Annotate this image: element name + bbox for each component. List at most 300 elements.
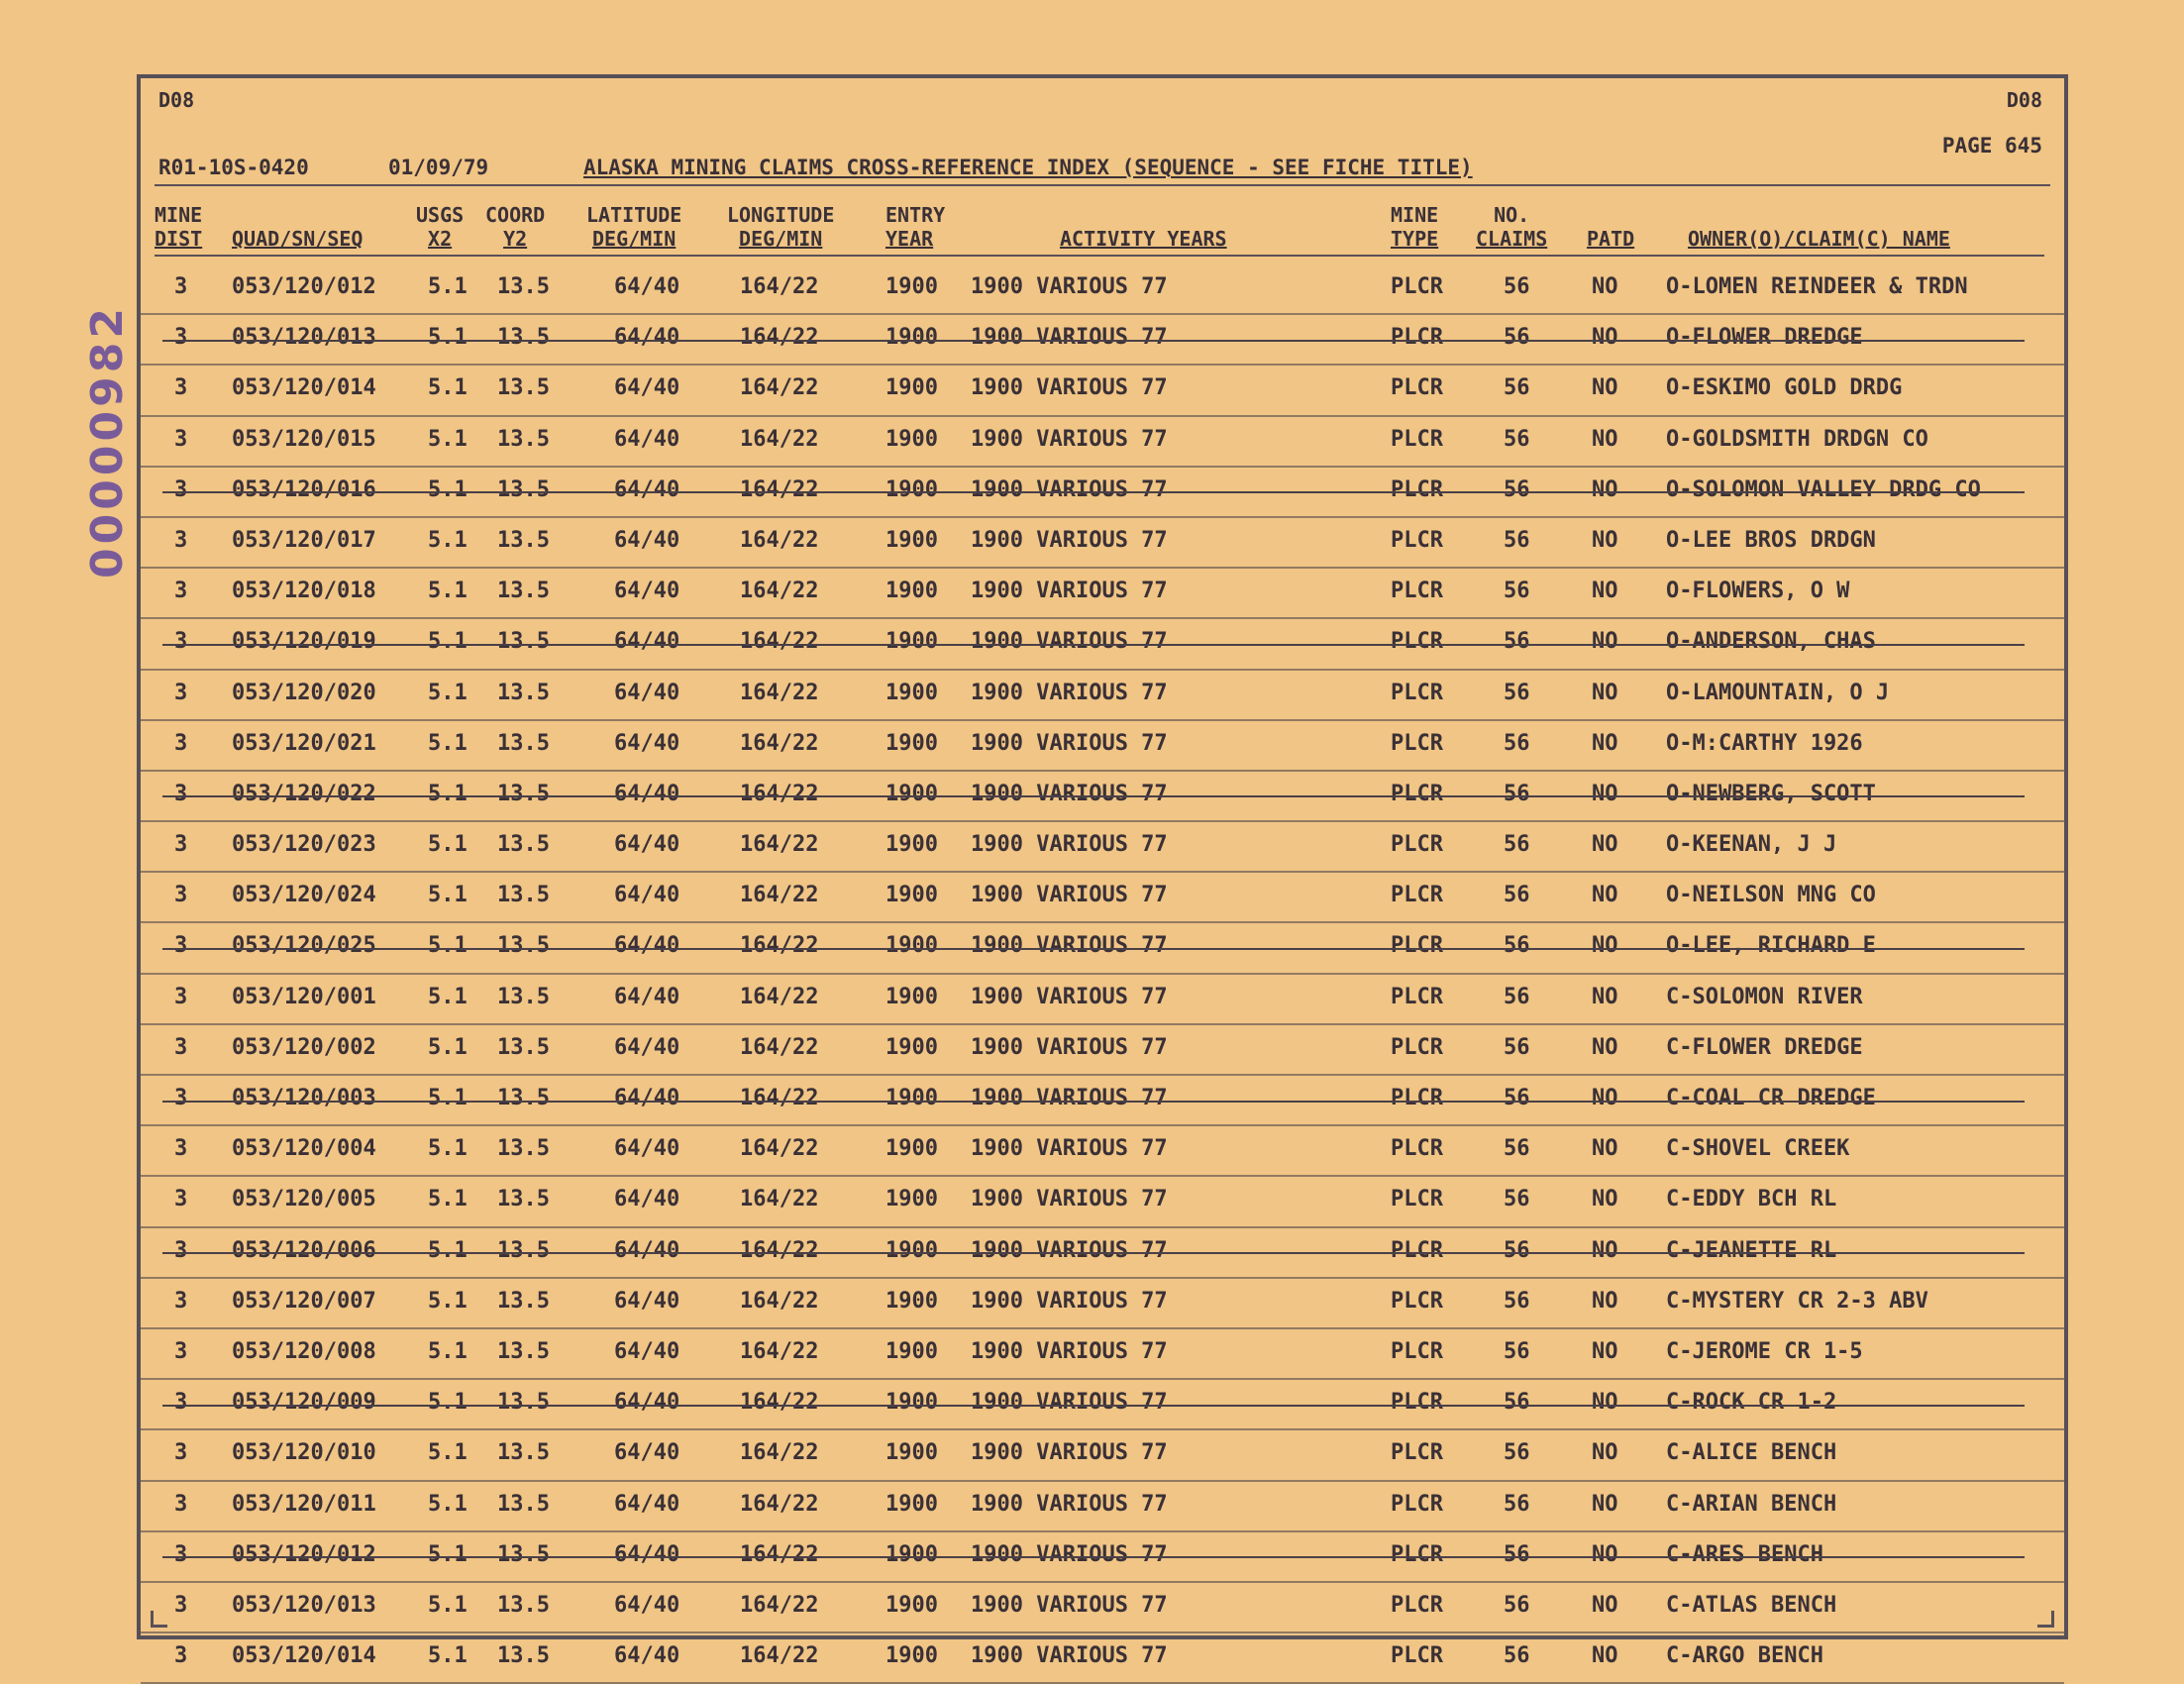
usgs-x2-cell: 5.1 [428,1643,468,1669]
activity-years-cell: 1900 VARIOUS 77 [971,781,1168,806]
activity-years-cell: 1900 VARIOUS 77 [971,1136,1168,1162]
claims-count-cell: 56 [1504,476,1530,502]
mine-type-cell: PLCR [1391,527,1443,553]
corner-mark-bottom-left [151,1611,167,1628]
owner-claim-name-cell: O-LEE BROS DRDGN [1666,527,1876,553]
patented-cell: NO [1592,375,1618,401]
claims-count-cell: 56 [1504,680,1530,705]
entry-year-cell: 1900 [885,1491,938,1517]
quad-sn-seq-cell: 053/120/005 [232,1187,376,1212]
table-row [141,721,2064,772]
mine-dist-cell: 3 [174,1288,188,1314]
longitude-cell: 164/22 [740,579,819,604]
table-row [141,1482,2064,1532]
owner-claim-name-cell: C-ARIAN BENCH [1666,1491,1837,1517]
entry-year-cell: 1900 [885,1541,938,1567]
usgs-x2-cell: 5.1 [428,579,468,604]
usgs-x2-cell: 5.1 [428,1237,468,1263]
table-row [141,873,2064,923]
table-row [141,417,2064,468]
longitude-cell: 164/22 [740,629,819,655]
entry-year-cell: 1900 [885,781,938,806]
latitude-cell: 64/40 [614,1592,680,1618]
mine-type-cell: PLCR [1391,933,1443,959]
activity-years-cell: 1900 VARIOUS 77 [971,579,1168,604]
quad-sn-seq-cell: 053/120/013 [232,1592,376,1618]
entry-year-cell: 1900 [885,984,938,1009]
mine-type-cell: PLCR [1391,325,1443,351]
activity-years-cell: 1900 VARIOUS 77 [971,883,1168,908]
owner-claim-name-cell: C-ALICE BENCH [1666,1440,1837,1466]
coord-y2-cell: 13.5 [497,375,550,401]
claims-count-cell: 56 [1504,1643,1530,1669]
patented-cell: NO [1592,476,1618,502]
col-header-patd: PATD [1587,227,1635,251]
latitude-cell: 64/40 [614,375,680,401]
mine-type-cell: PLCR [1391,375,1443,401]
claims-count-cell: 56 [1504,375,1530,401]
table-row [141,1025,2064,1076]
patented-cell: NO [1592,1034,1618,1060]
latitude-cell: 64/40 [614,426,680,452]
mine-dist-cell: 3 [174,933,188,959]
mine-dist-cell: 3 [174,1390,188,1416]
mine-dist-cell: 3 [174,984,188,1009]
col-header-x2: USGS X2 [416,203,465,251]
claims-count-cell: 56 [1504,1237,1530,1263]
mine-dist-cell: 3 [174,579,188,604]
latitude-cell: 64/40 [614,883,680,908]
activity-years-cell: 1900 VARIOUS 77 [971,1034,1168,1060]
mine-dist-cell: 3 [174,325,188,351]
col-header-claims: NO. CLAIMS [1476,203,1548,251]
entry-year-cell: 1900 [885,1086,938,1110]
mine-dist-cell: 3 [174,1592,188,1618]
patented-cell: NO [1592,1136,1618,1162]
patented-cell: NO [1592,883,1618,908]
longitude-cell: 164/22 [740,426,819,452]
claims-count-cell: 56 [1504,325,1530,351]
activity-years-cell: 1900 VARIOUS 77 [971,476,1168,502]
mine-type-cell: PLCR [1391,781,1443,806]
entry-year-cell: 1900 [885,1592,938,1618]
usgs-x2-cell: 5.1 [428,476,468,502]
table-row [141,822,2064,873]
claims-count-cell: 56 [1504,1541,1530,1567]
mine-dist-cell: 3 [174,832,188,858]
table-row [141,671,2064,721]
owner-claim-name-cell: C-FLOWER DREDGE [1666,1034,1863,1060]
owner-claim-name-cell: O-GOLDSMITH DRDGN CO [1666,426,1928,452]
mine-dist-cell: 3 [174,680,188,705]
latitude-cell: 64/40 [614,1187,680,1212]
mine-type-cell: PLCR [1391,832,1443,858]
coord-y2-cell: 13.5 [497,1086,550,1110]
owner-claim-name-cell: O-M:CARTHY 1926 [1666,730,1863,756]
quad-sn-seq-cell: 053/120/017 [232,527,376,553]
patented-cell: NO [1592,933,1618,959]
patented-cell: NO [1592,781,1618,806]
claims-count-cell: 56 [1504,1136,1530,1162]
patented-cell: NO [1592,579,1618,604]
longitude-cell: 164/22 [740,1592,819,1618]
coord-y2-cell: 13.5 [497,730,550,756]
usgs-x2-cell: 5.1 [428,1187,468,1212]
longitude-cell: 164/22 [740,1643,819,1669]
quad-sn-seq-cell: 053/120/024 [232,883,376,908]
entry-year-cell: 1900 [885,476,938,502]
col-header-dist: MINE DIST [155,203,203,251]
latitude-cell: 64/40 [614,1643,680,1669]
patented-cell: NO [1592,1237,1618,1263]
usgs-x2-cell: 5.1 [428,1136,468,1162]
latitude-cell: 64/40 [614,476,680,502]
mine-dist-cell: 3 [174,883,188,908]
mine-dist-cell: 3 [174,1541,188,1567]
quad-sn-seq-cell: 053/120/011 [232,1491,376,1517]
owner-claim-name-cell: O-ANDERSON, CHAS [1666,629,1876,655]
longitude-cell: 164/22 [740,781,819,806]
patented-cell: NO [1592,1592,1618,1618]
activity-years-cell: 1900 VARIOUS 77 [971,629,1168,655]
mine-dist-cell: 3 [174,426,188,452]
mine-type-cell: PLCR [1391,426,1443,452]
coord-y2-cell: 13.5 [497,527,550,553]
report-date: 01/09/79 [388,156,489,179]
entry-year-cell: 1900 [885,680,938,705]
mine-dist-cell: 3 [174,476,188,502]
patented-cell: NO [1592,426,1618,452]
activity-years-cell: 1900 VARIOUS 77 [971,1187,1168,1212]
mine-type-cell: PLCR [1391,579,1443,604]
mine-type-cell: PLCR [1391,1541,1443,1567]
activity-years-cell: 1900 VARIOUS 77 [971,730,1168,756]
top-left-code: D08 [158,88,195,112]
latitude-cell: 64/40 [614,730,680,756]
coord-y2-cell: 13.5 [497,579,550,604]
mine-type-cell: PLCR [1391,730,1443,756]
col-header-quad: QUAD/SN/SEQ [232,227,364,251]
col-header-mine-type: MINE TYPE [1391,203,1439,251]
coord-y2-cell: 13.5 [497,1491,550,1517]
latitude-cell: 64/40 [614,984,680,1009]
mine-type-cell: PLCR [1391,1136,1443,1162]
owner-claim-name-cell: C-SHOVEL CREEK [1666,1136,1850,1162]
table-row [141,923,2064,974]
usgs-x2-cell: 5.1 [428,426,468,452]
usgs-x2-cell: 5.1 [428,1592,468,1618]
mine-type-cell: PLCR [1391,1440,1443,1466]
patented-cell: NO [1592,629,1618,655]
claims-count-cell: 56 [1504,1440,1530,1466]
quad-sn-seq-cell: 053/120/001 [232,984,376,1009]
latitude-cell: 64/40 [614,680,680,705]
longitude-cell: 164/22 [740,730,819,756]
entry-year-cell: 1900 [885,325,938,351]
claims-count-cell: 56 [1504,1390,1530,1416]
activity-years-cell: 1900 VARIOUS 77 [971,1086,1168,1110]
entry-year-cell: 1900 [885,1237,938,1263]
claims-count-cell: 56 [1504,579,1530,604]
longitude-cell: 164/22 [740,274,819,299]
patented-cell: NO [1592,832,1618,858]
owner-claim-name-cell: O-NEWBERG, SCOTT [1666,781,1876,806]
claims-count-cell: 56 [1504,426,1530,452]
usgs-x2-cell: 5.1 [428,680,468,705]
longitude-cell: 164/22 [740,1237,819,1263]
claims-count-cell: 56 [1504,781,1530,806]
patented-cell: NO [1592,680,1618,705]
latitude-cell: 64/40 [614,629,680,655]
claims-count-cell: 56 [1504,1338,1530,1364]
latitude-cell: 64/40 [614,1237,680,1263]
mine-dist-cell: 3 [174,527,188,553]
coord-y2-cell: 13.5 [497,883,550,908]
side-stamp-text: 00000982 [81,303,133,579]
coord-y2-cell: 13.5 [497,1440,550,1466]
mine-type-cell: PLCR [1391,1288,1443,1314]
patented-cell: NO [1592,1086,1618,1110]
usgs-x2-cell: 5.1 [428,984,468,1009]
activity-years-cell: 1900 VARIOUS 77 [971,426,1168,452]
header-rule [155,184,2050,186]
mine-type-cell: PLCR [1391,680,1443,705]
coord-y2-cell: 13.5 [497,1187,550,1212]
quad-sn-seq-cell: 053/120/023 [232,832,376,858]
longitude-cell: 164/22 [740,476,819,502]
usgs-x2-cell: 5.1 [428,375,468,401]
entry-year-cell: 1900 [885,933,938,959]
mine-type-cell: PLCR [1391,984,1443,1009]
mine-type-cell: PLCR [1391,883,1443,908]
entry-year-cell: 1900 [885,883,938,908]
table-row [141,366,2064,416]
activity-years-cell: 1900 VARIOUS 77 [971,1592,1168,1618]
quad-sn-seq-cell: 053/120/008 [232,1338,376,1364]
longitude-cell: 164/22 [740,1136,819,1162]
usgs-x2-cell: 5.1 [428,1034,468,1060]
table-row [141,1430,2064,1481]
quad-sn-seq-cell: 053/120/010 [232,1440,376,1466]
activity-years-cell: 1900 VARIOUS 77 [971,832,1168,858]
usgs-x2-cell: 5.1 [428,730,468,756]
entry-year-cell: 1900 [885,730,938,756]
coord-y2-cell: 13.5 [497,1288,550,1314]
claims-count-cell: 56 [1504,1491,1530,1517]
owner-claim-name-cell: C-JEROME CR 1-5 [1666,1338,1863,1364]
page-number: PAGE 645 [1941,134,2042,158]
table-row [141,315,2064,366]
mine-dist-cell: 3 [174,629,188,655]
owner-claim-name-cell: C-ATLAS BENCH [1666,1592,1837,1618]
latitude-cell: 64/40 [614,325,680,351]
activity-years-cell: 1900 VARIOUS 77 [971,1390,1168,1416]
mine-dist-cell: 3 [174,730,188,756]
longitude-cell: 164/22 [740,1491,819,1517]
mine-dist-cell: 3 [174,1187,188,1212]
claims-count-cell: 56 [1504,730,1530,756]
latitude-cell: 64/40 [614,832,680,858]
owner-claim-name-cell: C-ROCK CR 1-2 [1666,1390,1837,1416]
quad-sn-seq-cell: 053/120/012 [232,274,376,299]
latitude-cell: 64/40 [614,274,680,299]
activity-years-cell: 1900 VARIOUS 77 [971,1643,1168,1669]
corner-mark-bottom-right [2037,1611,2054,1628]
latitude-cell: 64/40 [614,1541,680,1567]
claims-count-cell: 56 [1504,1187,1530,1212]
claims-count-cell: 56 [1504,883,1530,908]
claims-count-cell: 56 [1504,1592,1530,1618]
mine-dist-cell: 3 [174,781,188,806]
coord-y2-cell: 13.5 [497,476,550,502]
table-row [141,518,2064,569]
latitude-cell: 64/40 [614,1491,680,1517]
entry-year-cell: 1900 [885,1440,938,1466]
entry-year-cell: 1900 [885,579,938,604]
usgs-x2-cell: 5.1 [428,933,468,959]
mine-dist-cell: 3 [174,1034,188,1060]
entry-year-cell: 1900 [885,375,938,401]
mine-type-cell: PLCR [1391,1643,1443,1669]
mine-type-cell: PLCR [1391,274,1443,299]
mine-type-cell: PLCR [1391,1491,1443,1517]
owner-claim-name-cell: C-SOLOMON RIVER [1666,984,1863,1009]
activity-years-cell: 1900 VARIOUS 77 [971,1491,1168,1517]
usgs-x2-cell: 5.1 [428,527,468,553]
coord-y2-cell: 13.5 [497,832,550,858]
latitude-cell: 64/40 [614,1288,680,1314]
usgs-x2-cell: 5.1 [428,1390,468,1416]
usgs-x2-cell: 5.1 [428,832,468,858]
coord-y2-cell: 13.5 [497,933,550,959]
patented-cell: NO [1592,1541,1618,1567]
table-row [141,1126,2064,1177]
owner-claim-name-cell: C-JEANETTE RL [1666,1237,1837,1263]
table-row [141,569,2064,619]
usgs-x2-cell: 5.1 [428,1491,468,1517]
owner-claim-name-cell: O-FLOWER DREDGE [1666,325,1863,351]
quad-sn-seq-cell: 053/120/025 [232,933,376,959]
latitude-cell: 64/40 [614,1440,680,1466]
quad-sn-seq-cell: 053/120/019 [232,629,376,655]
entry-year-cell: 1900 [885,274,938,299]
patented-cell: NO [1592,1643,1618,1669]
claims-count-cell: 56 [1504,1034,1530,1060]
table-row [141,264,2064,315]
mine-dist-cell: 3 [174,1643,188,1669]
col-header-lat: LATITUDE DEG/MIN [586,203,682,251]
usgs-x2-cell: 5.1 [428,1541,468,1567]
owner-claim-name-cell: O-NEILSON MNG CO [1666,883,1876,908]
longitude-cell: 164/22 [740,1086,819,1110]
latitude-cell: 64/40 [614,1338,680,1364]
entry-year-cell: 1900 [885,1136,938,1162]
activity-years-cell: 1900 VARIOUS 77 [971,325,1168,351]
coord-y2-cell: 13.5 [497,629,550,655]
mine-type-cell: PLCR [1391,1187,1443,1212]
col-header-lon: LONGITUDE DEG/MIN [727,203,835,251]
mine-type-cell: PLCR [1391,1592,1443,1618]
claims-count-cell: 56 [1504,832,1530,858]
owner-claim-name-cell: C-COAL CR DREDGE [1666,1086,1876,1110]
longitude-cell: 164/22 [740,1390,819,1416]
quad-sn-seq-cell: 053/120/020 [232,680,376,705]
patented-cell: NO [1592,730,1618,756]
quad-sn-seq-cell: 053/120/016 [232,476,376,502]
quad-sn-seq-cell: 053/120/021 [232,730,376,756]
longitude-cell: 164/22 [740,1288,819,1314]
patented-cell: NO [1592,1491,1618,1517]
usgs-x2-cell: 5.1 [428,325,468,351]
longitude-cell: 164/22 [740,325,819,351]
report-id: R01-10S-0420 [158,156,309,179]
coord-y2-cell: 13.5 [497,1237,550,1263]
table-row [141,1380,2064,1430]
coord-y2-cell: 13.5 [497,274,550,299]
quad-sn-seq-cell: 053/120/022 [232,781,376,806]
mine-type-cell: PLCR [1391,1086,1443,1110]
quad-sn-seq-cell: 053/120/018 [232,579,376,604]
longitude-cell: 164/22 [740,1338,819,1364]
table-row [141,619,2064,670]
mine-dist-cell: 3 [174,1086,188,1110]
table-row [141,1228,2064,1279]
quad-sn-seq-cell: 053/120/003 [232,1086,376,1110]
mine-type-cell: PLCR [1391,476,1443,502]
activity-years-cell: 1900 VARIOUS 77 [971,1237,1168,1263]
usgs-x2-cell: 5.1 [428,781,468,806]
latitude-cell: 64/40 [614,1034,680,1060]
coord-y2-cell: 13.5 [497,680,550,705]
claims-count-cell: 56 [1504,933,1530,959]
coord-y2-cell: 13.5 [497,781,550,806]
owner-claim-name-cell: O-FLOWERS, O W [1666,579,1850,604]
activity-years-cell: 1900 VARIOUS 77 [971,527,1168,553]
table-row [141,772,2064,822]
coord-y2-cell: 13.5 [497,1390,550,1416]
table-row [141,1583,2064,1633]
coord-y2-cell: 13.5 [497,1136,550,1162]
column-header-rule [155,255,2044,257]
owner-claim-name-cell: C-EDDY BCH RL [1666,1187,1837,1212]
latitude-cell: 64/40 [614,1390,680,1416]
table-row [141,1633,2064,1684]
owner-claim-name-cell: O-ESKIMO GOLD DRDG [1666,375,1903,401]
entry-year-cell: 1900 [885,1643,938,1669]
longitude-cell: 164/22 [740,1541,819,1567]
longitude-cell: 164/22 [740,933,819,959]
quad-sn-seq-cell: 053/120/007 [232,1288,376,1314]
col-header-y2: COORD Y2 [485,203,546,251]
entry-year-cell: 1900 [885,1338,938,1364]
entry-year-cell: 1900 [885,527,938,553]
owner-claim-name-cell: O-LAMOUNTAIN, O J [1666,680,1890,705]
patented-cell: NO [1592,1390,1618,1416]
activity-years-cell: 1900 VARIOUS 77 [971,375,1168,401]
usgs-x2-cell: 5.1 [428,274,468,299]
entry-year-cell: 1900 [885,1288,938,1314]
longitude-cell: 164/22 [740,527,819,553]
activity-years-cell: 1900 VARIOUS 77 [971,933,1168,959]
claims-count-cell: 56 [1504,274,1530,299]
usgs-x2-cell: 5.1 [428,1338,468,1364]
table-row [141,468,2064,518]
owner-claim-name-cell: C-ARES BENCH [1666,1541,1823,1567]
claims-count-cell: 56 [1504,984,1530,1009]
coord-y2-cell: 13.5 [497,1034,550,1060]
activity-years-cell: 1900 VARIOUS 77 [971,1288,1168,1314]
entry-year-cell: 1900 [885,1390,938,1416]
